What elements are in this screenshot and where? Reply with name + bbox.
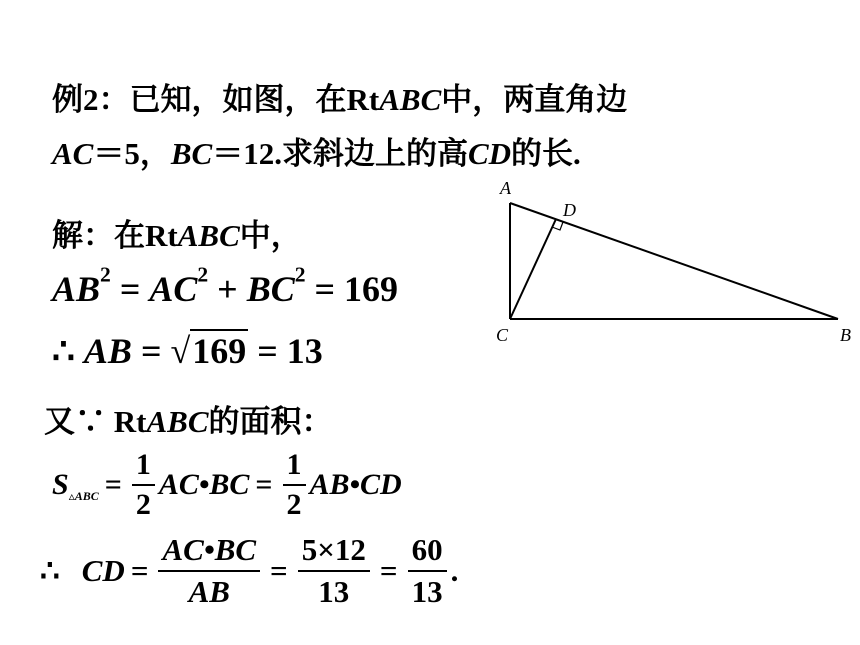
problem-text: 的长. [511, 136, 581, 171]
triangle-name: ABC [146, 404, 209, 439]
cd-equation [40, 532, 458, 610]
denominator: AB [188, 574, 230, 609]
product-ac-bc: AC•BC [158, 468, 250, 501]
equals-sign: = [314, 269, 336, 309]
equals-sign: = [379, 553, 398, 588]
solution-step-1 [52, 210, 302, 255]
solution-text: 中， [239, 218, 302, 253]
denominator: 13 [318, 574, 350, 609]
side-bc: BC [170, 136, 213, 171]
triangle-diagram [480, 176, 860, 346]
period: . [450, 553, 459, 588]
equals-sign: = [255, 468, 273, 501]
triangle-name: ABC [177, 218, 240, 253]
side-ab-line [510, 203, 838, 319]
solution-text: 又∵ Rt [44, 404, 147, 439]
vertex-label-c: C [496, 325, 509, 345]
equals-sign: = [104, 468, 122, 501]
denominator: 13 [411, 574, 443, 609]
solution-text: 解：在Rt [52, 218, 178, 253]
therefore-symbol: ∴ [40, 553, 60, 588]
numerator: 1 [135, 448, 151, 481]
problem-text: ＝12.求斜边上的高 [212, 136, 468, 171]
numerator: 5×12 [301, 532, 366, 567]
plus-sign: + [217, 269, 238, 309]
area-subscript: ▵ABC [68, 488, 99, 503]
vertex-label-b: B [840, 325, 851, 345]
problem-line-1 [52, 74, 627, 119]
problem-text: 中，两直角边 [441, 82, 628, 117]
product-ab-cd: AB•CD [309, 468, 402, 501]
denominator: 2 [135, 488, 151, 521]
equals-sign: = [257, 331, 278, 371]
area-statement [44, 396, 333, 441]
altitude-cd-line [510, 219, 556, 319]
square-root: √169 [170, 331, 247, 371]
pythagorean-equation [52, 262, 399, 310]
half-fraction [283, 448, 306, 522]
side-ab: AB [83, 331, 132, 371]
problem-text: ＝5， [93, 136, 171, 171]
cd-fraction-1 [158, 532, 260, 610]
area-equation [52, 448, 402, 522]
area-subscript-text: ABC [74, 488, 99, 503]
numerator: 1 [286, 448, 302, 481]
side-bc: BC [246, 269, 295, 309]
exponent: 2 [100, 262, 111, 287]
equals-sign: = [270, 553, 288, 588]
area-symbol: S [52, 468, 69, 501]
radicand: 169 [192, 331, 247, 371]
vertex-label-d: D [563, 200, 576, 220]
vertex-label-a: A [500, 178, 511, 198]
side-ac: AC [52, 136, 94, 171]
problem-line-2 [52, 128, 581, 173]
ab-equation [52, 330, 323, 372]
half-fraction [132, 448, 155, 522]
side-ac: AC [149, 269, 198, 309]
numerator: 60 [411, 532, 443, 567]
numerator: AC•BC [162, 532, 257, 567]
segment-cd: CD [81, 553, 125, 588]
cd-fraction-2 [298, 532, 370, 610]
side-ab: AB [52, 269, 101, 309]
problem-text: 例2：已知，如图，在Rt [52, 82, 380, 117]
result-value: 169 [344, 269, 399, 309]
segment-cd: CD [467, 136, 512, 171]
equals-sign: = [140, 331, 162, 371]
triangle-name: ABC [379, 82, 442, 117]
exponent: 2 [197, 262, 209, 287]
cd-fraction-3 [408, 532, 447, 610]
equals-sign: = [119, 269, 141, 309]
equals-sign: = [130, 553, 149, 588]
therefore-symbol: ∴ [52, 331, 75, 371]
exponent: 2 [294, 262, 306, 287]
result-value: 13 [286, 331, 323, 371]
denominator: 2 [286, 488, 302, 521]
solution-text: 的面积： [208, 404, 333, 439]
